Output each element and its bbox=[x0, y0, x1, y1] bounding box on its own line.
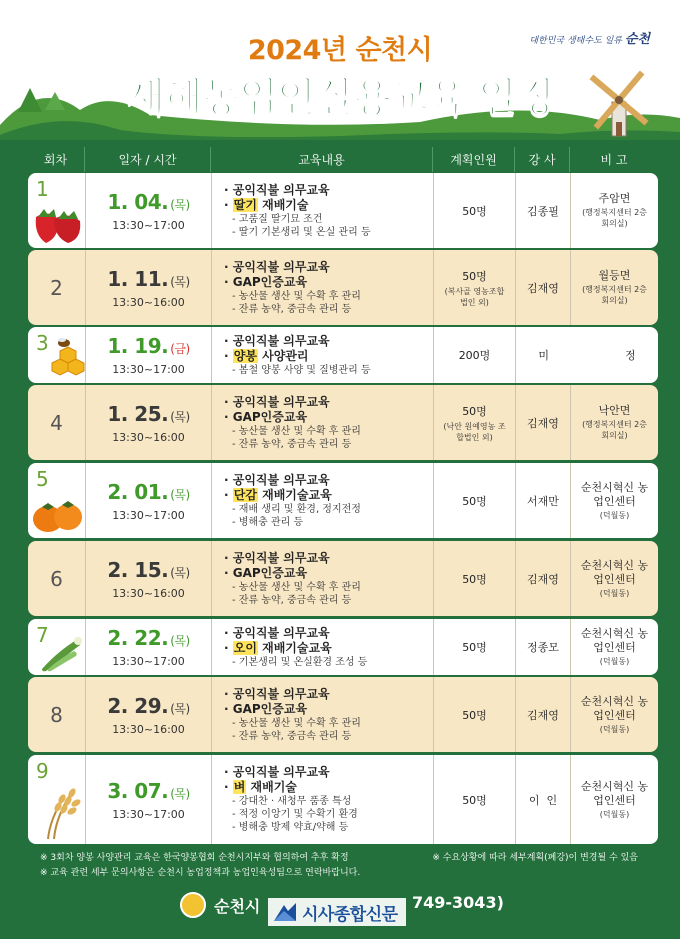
course-content: · 공익직불 의무교육 · GAP인증교육 - 농산물 생산 및 수확 후 관리 - 잔류 농약, 중금속 관리 등 bbox=[212, 541, 434, 616]
venue-detail: (덕월동) bbox=[599, 657, 630, 666]
course-content: · 공익직불 의무교육 · GAP인증교육 - 농산물 생산 및 수확 후 관리 - 잔류 농약, 중금속 관리 등 bbox=[212, 385, 434, 460]
cucumber-icon bbox=[38, 631, 84, 673]
round-number: 1 bbox=[36, 177, 49, 201]
planned-count: 200명 bbox=[458, 349, 491, 362]
lecturer-name: 이 인 bbox=[528, 793, 558, 807]
venue: 순천시혁신 농업인센터 bbox=[580, 779, 649, 807]
table-row bbox=[28, 327, 658, 383]
newspaper-logo-icon bbox=[272, 901, 298, 923]
course-content: · 공익직불 의무교육 · GAP인증교육 - 농산물 생산 및 수확 후 관리 - 잔류 농약, 중금속 관리 등 bbox=[212, 677, 434, 752]
lecturer-name: 김재영 bbox=[527, 572, 559, 586]
round-number: 4 bbox=[50, 410, 63, 435]
venue-detail: (행정복지센터 2층 회의실) bbox=[582, 285, 647, 305]
city-slogan: 대한민국 생태수도 일류 순천 bbox=[529, 32, 650, 47]
venue: 순천시혁신 농업인센터 bbox=[580, 480, 649, 508]
round-number: 8 bbox=[50, 702, 63, 727]
course-content: · 공익직불 의무교육 · 딸기 재배기술 - 고품질 딸기묘 조건 - 딸기 기본생리 및 온실 관리 등 bbox=[212, 173, 434, 248]
venue: 주암면 bbox=[598, 192, 631, 205]
venue-detail: (덕월동) bbox=[599, 724, 630, 734]
persimmon-icon bbox=[30, 493, 86, 535]
venue-detail: (덕월동) bbox=[599, 510, 630, 520]
footer-org: 순천시 bbox=[214, 896, 261, 916]
col-header-date: 일자 / 시간 bbox=[85, 147, 211, 172]
footer-phone: 749-3043) bbox=[412, 893, 504, 912]
venue: 정 bbox=[625, 349, 636, 362]
venue-detail: (덕월동) bbox=[599, 809, 630, 819]
lecturer-name: 미 bbox=[538, 349, 549, 362]
planned-count: 50명 bbox=[462, 793, 487, 807]
footnote-3: ※ 교육 관련 세부 문의사항은 순천시 농업정책과 농업인육성팀으로 연락바랍니다. bbox=[40, 868, 361, 878]
event-time: 13:30~17:00 bbox=[112, 508, 185, 522]
planned-detail: (낙안 원예영농 조합법인 외) bbox=[443, 421, 506, 442]
event-date: 1. 19. (금) bbox=[107, 334, 190, 358]
footnote-1: ※ 3회차 양봉 사양관리 교육은 한국양봉협회 순천시지부와 협의하여 추후 확정 bbox=[40, 853, 349, 863]
event-date: 2. 29. (목) bbox=[107, 693, 190, 718]
lecturer-name: 김재영 bbox=[527, 416, 559, 430]
table-row bbox=[28, 677, 658, 752]
venue: 순천시혁신 농업인센터 bbox=[580, 694, 649, 722]
round-number: 5 bbox=[36, 467, 49, 491]
lecturer-name: 김종필 bbox=[527, 204, 559, 218]
course-content: · 공익직불 의무교육 · 단감 재배기술교육 - 재배 생리 및 환경, 정지전정 - 병해충 관리 등 bbox=[212, 463, 434, 538]
planned-count: 50명 bbox=[462, 572, 487, 586]
venue-detail: (행정복지센터 2층 회의실) bbox=[582, 420, 647, 440]
rice-icon bbox=[34, 779, 86, 841]
round-number: 6 bbox=[50, 566, 63, 591]
event-time: 13:30~17:00 bbox=[112, 218, 185, 232]
strawberry-icon bbox=[30, 203, 86, 245]
planned-count: 50명 bbox=[462, 494, 487, 508]
col-header-plan: 계획인원 bbox=[433, 147, 515, 172]
col-header-round: 회차 bbox=[27, 147, 85, 172]
lecturer-name: 정종모 bbox=[527, 641, 559, 654]
lecturer-venue-merged bbox=[516, 327, 658, 383]
venue: 순천시혁신 농업인센터 bbox=[580, 558, 649, 586]
col-header-content: 교육내용 bbox=[211, 147, 433, 172]
course-content: · 공익직불 의무교육 · 오이 재배기술교육 - 기본생리 및 온실환경 조성 등 bbox=[212, 619, 434, 675]
round-number: 9 bbox=[36, 759, 49, 783]
event-date: 2. 22. (목) bbox=[107, 626, 190, 650]
venue: 순천시혁신 농업인센터 bbox=[580, 627, 649, 654]
windmill-icon bbox=[578, 62, 658, 142]
planned-count: 50명 bbox=[462, 204, 487, 218]
lecturer-name: 서재만 bbox=[527, 494, 559, 508]
table-row bbox=[28, 541, 658, 616]
event-date: 2. 01. (목) bbox=[107, 479, 190, 504]
event-time: 13:30~16:00 bbox=[112, 586, 185, 600]
course-content: · 공익직불 의무교육 · 벼 재배기술 - 강대찬 · 새청무 품종 특성 - 적정 이앙기 및 수확기 환경 - 병해충 방제 약효/약해 등 bbox=[212, 755, 434, 844]
lecturer-name: 김재영 bbox=[527, 708, 559, 722]
course-content: · 공익직불 의무교육 · 양봉 사양관리 - 봄철 양봉 사양 및 질병관리 등 bbox=[212, 327, 434, 383]
honeycomb-icon bbox=[50, 337, 86, 377]
footnote-2: ※ 수요상황에 따라 세부계획(폐강)이 변경될 수 있음 bbox=[432, 853, 638, 863]
footnotes bbox=[40, 851, 660, 881]
event-date: 1. 11. (목) bbox=[107, 266, 190, 291]
table-row bbox=[28, 385, 658, 460]
newspaper-watermark: 시사종합신문 bbox=[268, 898, 406, 926]
round-number: 7 bbox=[36, 623, 49, 647]
planned-count: 50명 bbox=[462, 269, 487, 283]
venue: 월등면 bbox=[598, 269, 631, 282]
city-logo-icon bbox=[180, 892, 206, 918]
table-header bbox=[27, 147, 658, 172]
table-row bbox=[28, 619, 658, 675]
planned-count: 50명 bbox=[462, 404, 487, 418]
planned-count: 50명 bbox=[462, 641, 487, 654]
table-row bbox=[28, 250, 658, 325]
planned-detail: (복사골 영농조합법인 외) bbox=[444, 286, 505, 307]
table-row bbox=[28, 755, 658, 844]
lecturer-name: 김재영 bbox=[527, 281, 559, 295]
event-date: 3. 07. (목) bbox=[107, 778, 190, 803]
event-date: 2. 15. (목) bbox=[107, 557, 190, 582]
round-number: 2 bbox=[50, 275, 63, 300]
col-header-note: 비 고 bbox=[600, 153, 628, 167]
table-row bbox=[28, 173, 658, 248]
title-year: 2024년 순천시 bbox=[247, 35, 433, 66]
venue-detail: (행정복지센터 2층 회의실) bbox=[582, 208, 647, 228]
venue-detail: (덕월동) bbox=[599, 588, 630, 598]
poster-header bbox=[0, 0, 680, 150]
col-header-lecturer: 강 사 bbox=[515, 147, 570, 172]
event-date: 1. 25. (목) bbox=[107, 401, 190, 426]
table-row bbox=[28, 463, 658, 538]
event-time: 13:30~16:00 bbox=[112, 722, 185, 736]
event-time: 13:30~16:00 bbox=[112, 430, 185, 444]
event-time: 13:30~17:00 bbox=[112, 363, 185, 376]
venue: 낙안면 bbox=[598, 404, 631, 417]
event-date: 1. 04. (목) bbox=[107, 189, 190, 214]
course-content: · 공익직불 의무교육 · GAP인증교육 - 농산물 생산 및 수확 후 관리 - 잔류 농약, 중금속 관리 등 bbox=[212, 250, 434, 325]
event-time: 13:30~16:00 bbox=[112, 295, 185, 309]
planned-count: 50명 bbox=[462, 708, 487, 722]
round-number: 3 bbox=[36, 331, 49, 355]
page-title: 새해농업인실용교육 일정 bbox=[126, 75, 554, 121]
event-time: 13:30~17:00 bbox=[112, 655, 185, 668]
event-time: 13:30~17:00 bbox=[112, 807, 185, 821]
